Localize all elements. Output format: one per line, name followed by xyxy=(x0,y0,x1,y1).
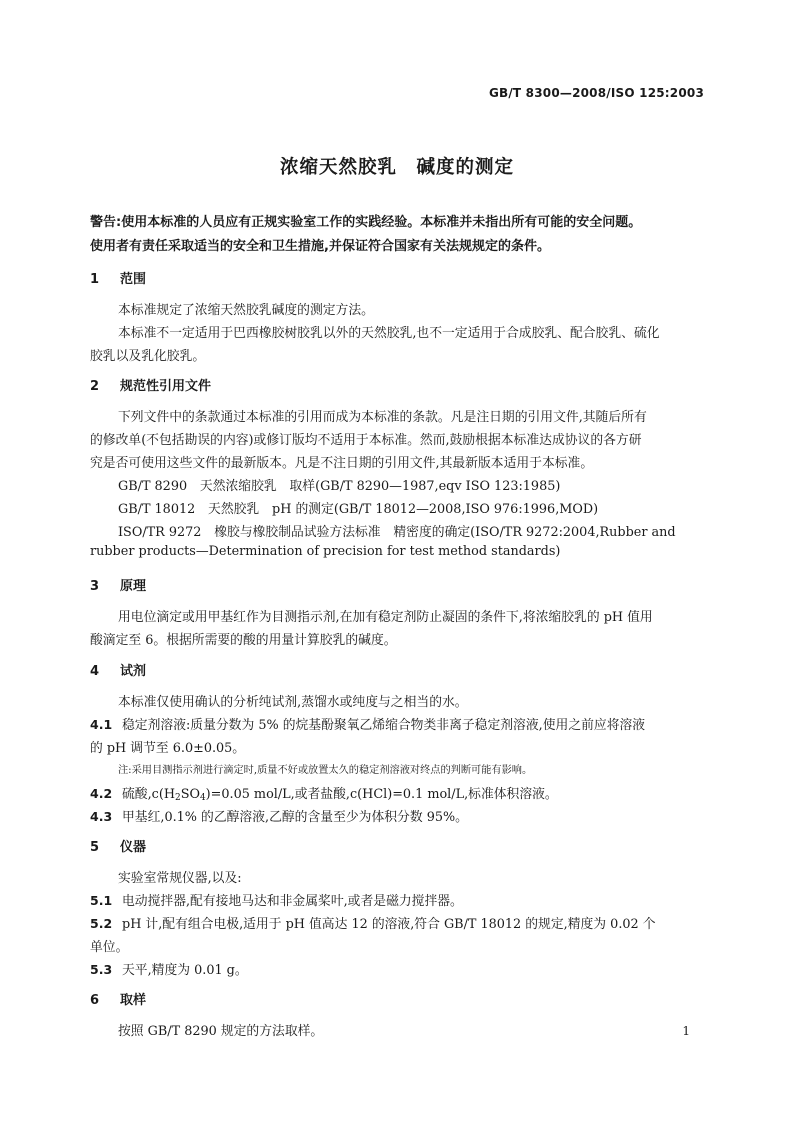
section-number: 4 xyxy=(90,664,100,679)
clause-number: 5.3 xyxy=(90,962,113,977)
clause-text: 稳定剂溶液:质量分数为 5% 的烷基酚聚氧乙烯缩合物类非离子稳定剂溶液,使用之前应将溶液 xyxy=(122,718,646,733)
paragraph: 按照 GB/T 8290 规定的方法取样。 xyxy=(118,1024,324,1039)
section-6-heading xyxy=(90,989,146,1008)
section-title: 取样 xyxy=(120,993,147,1008)
reference-item: GB/T 18012 天然胶乳 pH 的测定(GB/T 18012—2008,ISO 976:1996,MOD) xyxy=(118,502,599,517)
clause-number: 4.2 xyxy=(90,786,113,801)
clause-text: 甲基红,0.1% 的乙醇溶液,乙醇的含量至少为体积分数 95%。 xyxy=(122,810,468,825)
section-5-heading xyxy=(90,836,146,855)
section-4-heading xyxy=(90,660,146,679)
section-1-heading xyxy=(90,268,146,287)
clause-4-3 xyxy=(90,806,705,825)
paragraph: 胶乳以及乳化胶乳。 xyxy=(90,349,206,364)
clause-5-3 xyxy=(90,959,705,978)
document-title: 浓缩天然胶乳 碱度的测定 xyxy=(279,157,514,178)
clause-text: 电动搅拌器,配有接地马达和非金属桨叶,或者是磁力搅拌器。 xyxy=(122,894,463,909)
note: 注:采用目测指示剂进行滴定时,质量不好或放置太久的稳定剂溶液对终点的判断可能有影响。 xyxy=(118,765,533,776)
reference-item: rubber products—Determination of precision for test method standards) xyxy=(90,544,561,559)
clause-number: 4.1 xyxy=(90,717,113,732)
section-number: 2 xyxy=(90,379,100,394)
paragraph: 单位。 xyxy=(90,940,129,955)
paragraph: 实验室常规仪器,以及: xyxy=(118,871,242,886)
clause-number: 4.3 xyxy=(90,809,113,824)
page-number: 1 xyxy=(682,1024,690,1038)
paragraph: 酸滴定至 6。根据所需要的酸的用量计算胶乳的碱度。 xyxy=(90,633,397,648)
section-number: 5 xyxy=(90,840,100,855)
clause-text: 硫酸$,c(H_2SO_4)=0.05$ mol/L,或者盐酸,c(HCl)=0.1 mol/L,标准体积溶液。 xyxy=(122,787,558,803)
clause-5-2 xyxy=(90,913,705,932)
paragraph: 本标准不一定适用于巴西橡胶树胶乳以外的天然胶乳,也不一定适用于合成胶乳、配合胶乳、硫化 xyxy=(118,326,660,341)
paragraph: 本标准仅使用确认的分析纯试剂,蒸馏水或纯度与之相当的水。 xyxy=(118,695,468,710)
section-2-heading xyxy=(90,375,211,394)
section-number: 3 xyxy=(90,579,100,594)
paragraph: 本标准规定了浓缩天然胶乳碱度的测定方法。 xyxy=(118,303,374,318)
section-3-heading xyxy=(90,575,146,594)
paragraph: 下列文件中的条款通过本标准的引用而成为本标准的条款。凡是注日期的引用文件,其随后所有 xyxy=(118,410,647,425)
warning-line-2: 使用者有责任采取适当的安全和卫生措施,并保证符合国家有关法规规定的条件。 xyxy=(90,239,550,254)
section-number: 6 xyxy=(90,993,100,1008)
section-title: 范围 xyxy=(120,272,147,287)
section-title: 规范性引用文件 xyxy=(120,379,212,394)
clause-number: 5.2 xyxy=(90,916,113,931)
clause-4-1 xyxy=(90,714,705,733)
reference-item: GB/T 8290 天然浓缩胶乳 取样(GB/T 8290—1987,eqv ISO 123:1985) xyxy=(118,479,561,494)
paragraph: 的 pH 调节至 6.0±0.05。 xyxy=(90,741,246,756)
clause-text: pH 计,配有组合电极,适用于 pH 值高达 12 的溶液,符合 GB/T 18012 的规定,精度为 0.02 个 xyxy=(122,917,656,932)
paragraph: 用电位滴定或用甲基红作为目测指示剂,在加有稳定剂防止凝固的条件下,将浓缩胶乳的 pH 值用 xyxy=(118,610,653,625)
section-number: 1 xyxy=(90,272,100,287)
clause-4-2 xyxy=(90,783,705,803)
section-title: 原理 xyxy=(120,579,147,594)
reference-item: ISO/TR 9272 橡胶与橡胶制品试验方法标准 精密度的确定(ISO/TR 9272:2004,Rubber and xyxy=(118,525,676,540)
section-title: 仪器 xyxy=(120,840,147,855)
paragraph: 究是否可使用这些文件的最新版本。凡是不注日期的引用文件,其最新版本适用于本标准。 xyxy=(90,456,594,471)
standard-code: GB/T 8300—2008/ISO 125:2003 xyxy=(488,86,704,100)
section-title: 试剂 xyxy=(120,664,147,679)
paragraph: 的修改单(不包括勘误的内容)或修订版均不适用于本标准。然而,鼓励根据本标准达成协议的各方研 xyxy=(90,433,642,448)
warning-line-1: 警告:使用本标准的人员应有正规实验室工作的实践经验。本标准并未指出所有可能的安全问题。 xyxy=(90,215,642,230)
clause-5-1 xyxy=(90,890,705,909)
clause-text: 天平,精度为 0.01 g。 xyxy=(122,963,248,978)
clause-number: 5.1 xyxy=(90,893,113,908)
